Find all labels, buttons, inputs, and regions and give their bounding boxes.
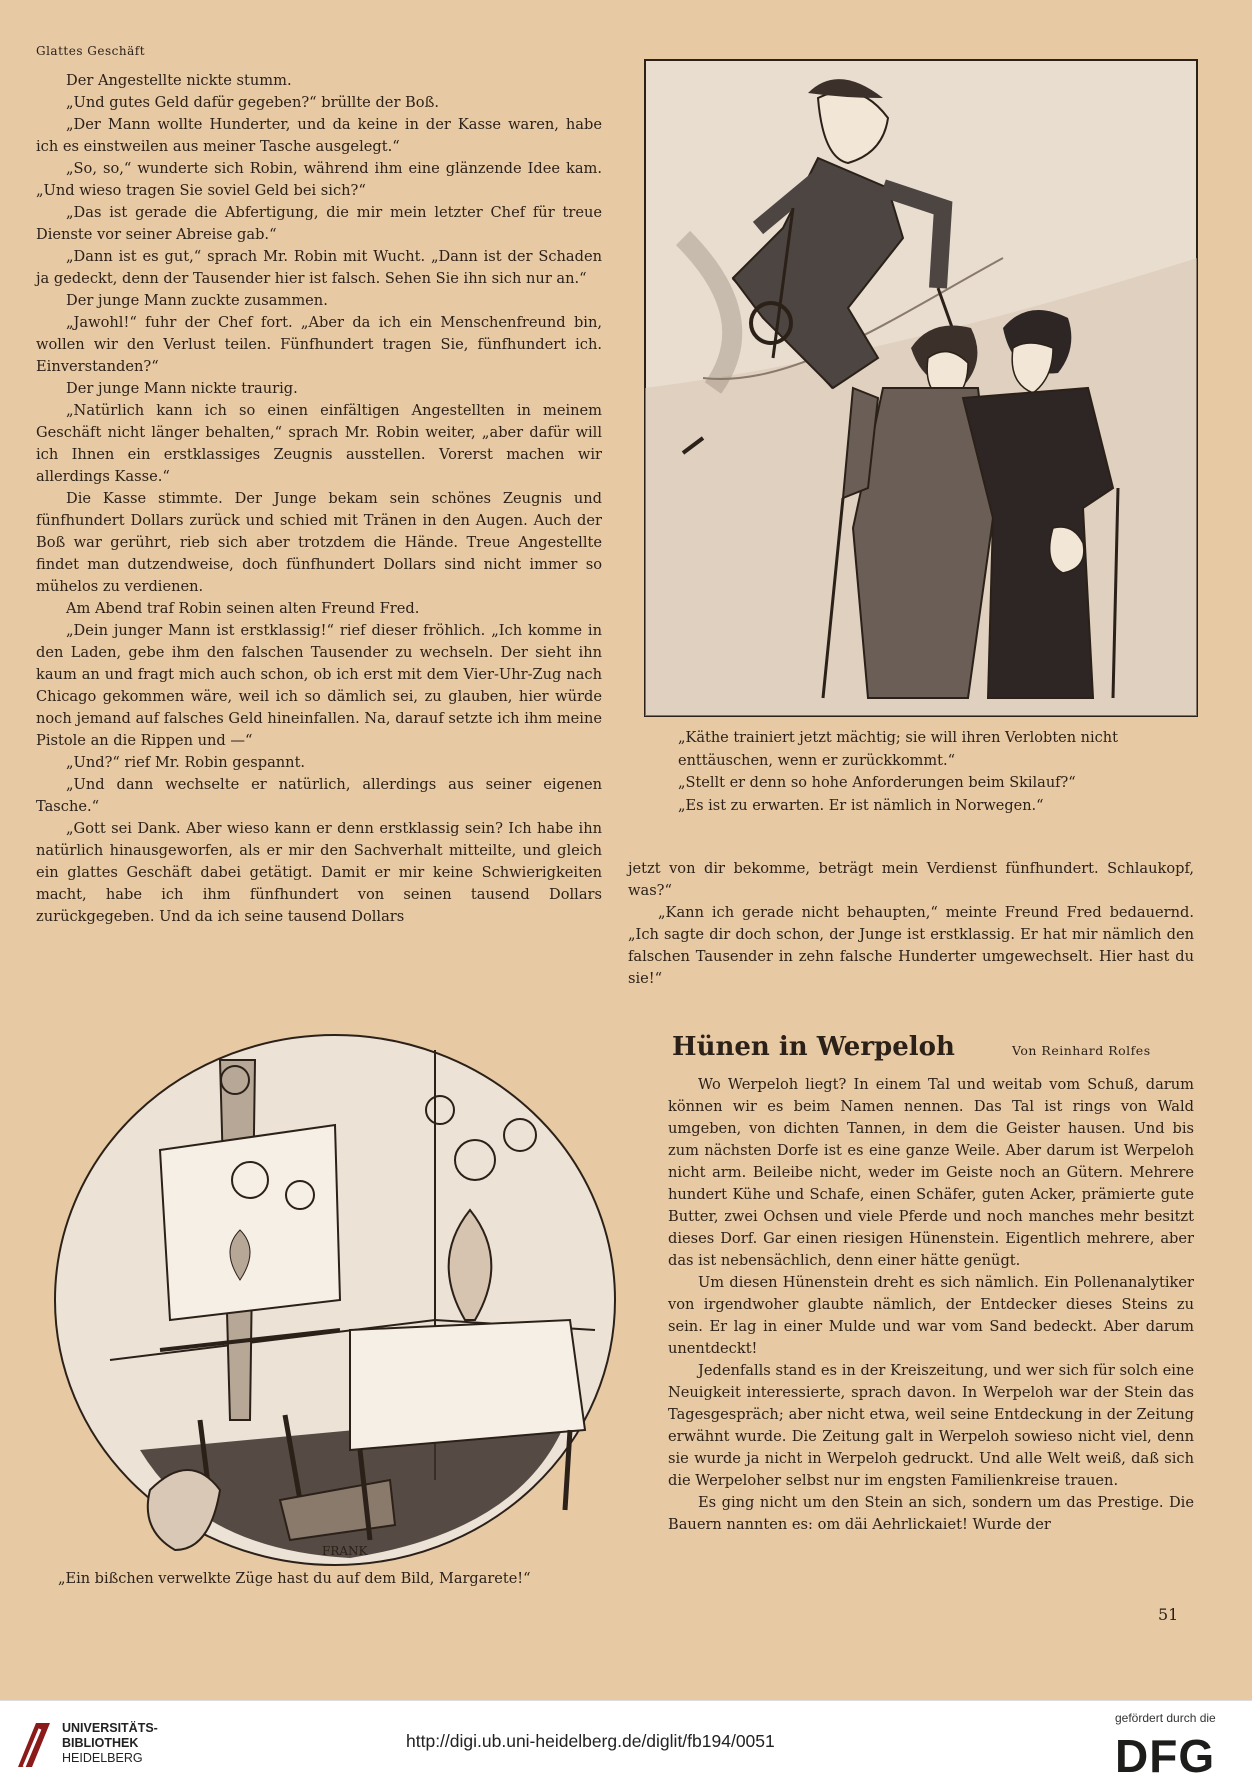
ski-cartoon-illustration xyxy=(643,58,1199,718)
story-paragraph: „Dann ist es gut,“ sprach Mr. Robin mit Wucht. „Dann ist der Schaden ja gedeckt, denn der Tausender hier ist falsch. Sehen Sie ihn sich nur an.“ xyxy=(36,248,602,287)
article-body xyxy=(668,1074,1194,1536)
story-paragraph: „Gott sei Dank. Aber wieso kann er denn erstklassig sein? Ich habe ihn natürlich hinausgeworfen, als er mir den Sachverhalt mitteilte, und gleich ein glattes Geschäft dabei getätigt. Damit er mir keine Schwierigkeiten macht, habe ich ihm fünfhundert von seinen tausend Dollars zurückgegeben. Und da ich seine tausend Dollars xyxy=(36,820,602,925)
story-paragraph: „Kann ich gerade nicht behaupten,“ meinte Freund Fred bedauernd. „Ich sagte dir doch schon, der Junge ist erstklassig. Er hat mir nämlich den falschen Tausender in zehn falsche Hunderter umgewechselt. Hier hast du sie!“ xyxy=(628,904,1194,987)
library-name xyxy=(62,1721,158,1766)
library-line: BIBLIOTHEK xyxy=(62,1736,139,1750)
article-paragraph: Jedenfalls stand es in der Kreiszeitung, und wer sich für solch eine Neuigkeit interessierte, sprach davon. In Werpeloh war der Stein das Tagesgespräch; aber nicht etwa, weil seine Entdeckung in der Zeitung erwähnt wurde. Die Zeitung galt in Werpeloh sowieso nicht viel, denn sie wurde ja nicht in Werpeloh gedruckt. Und alle Welt weiß, daß sich die Werpeloher selbst nur im engsten Familienkreise trauen. xyxy=(668,1362,1194,1489)
painting-signature: FRANK xyxy=(322,1544,368,1558)
story-paragraph: Der Angestellte nickte stumm. xyxy=(66,72,292,89)
dfg-logo: DFG xyxy=(1115,1730,1216,1782)
ski-caption-line: „Käthe trainiert jetzt mächtig; sie will ihren Verlobten nicht enttäuschen, wenn er zurückkommt.“ xyxy=(678,730,1118,769)
painting-cartoon-illustration xyxy=(50,1030,620,1570)
story-paragraph: jetzt von dir bekomme, beträgt mein Verdienst fünfhundert. Schlaukopf, was?“ xyxy=(628,860,1194,899)
funded-by-text: gefördert durch die xyxy=(1115,1711,1216,1725)
article-paragraph: Es ging nicht um den Stein an sich, sondern um das Prestige. Die Bauern nannten es: om däi Aehrlickaiet! Wurde der xyxy=(668,1494,1194,1533)
story-right-column xyxy=(628,858,1194,990)
story-paragraph: „Und?“ rief Mr. Robin gespannt. xyxy=(66,754,306,771)
story-paragraph: „Der Mann wollte Hunderter, und da keine in der Kasse waren, habe ich es einstweilen aus meiner Tasche ausgelegt.“ xyxy=(36,116,602,155)
story-paragraph: Der junge Mann nickte traurig. xyxy=(66,380,298,397)
source-url-link[interactable]: http://digi.ub.uni-heidelberg.de/diglit/fb194/0051 xyxy=(406,1731,775,1751)
story-paragraph: „Dein junger Mann ist erstklassig!“ rief dieser fröhlich. „Ich komme in den Laden, gebe ihm den falschen Tausender zu wechseln. Der sieht ihn kaum an und fragt mich auch schon, ob ich erst mit dem Vier-Uhr-Zug nach Chicago gekommen wäre, weil ich so dämlich sei, zu glauben, hier würde noch jemand auf falsches Geld hineinfallen. Na, darauf setzte ich ihm meine Pistole an die Rippen und —“ xyxy=(36,622,602,749)
ski-cartoon-caption xyxy=(678,727,1148,817)
ski-caption-line: „Es ist zu erwarten. Er ist nämlich in Norwegen.“ xyxy=(678,797,1044,814)
story-paragraph: Die Kasse stimmte. Der Junge bekam sein schönes Zeugnis und fünfhundert Dollars zurück und schied mit Tränen in den Augen. Auch der Boß war gerührt, rieb sich aber trotzdem die Hände. Treue Angestellte findet man dutzendweise, doch fünfhundert Dollars sind nicht immer so mühelos zu verdienen. xyxy=(36,490,602,595)
page-number: 51 xyxy=(1158,1605,1179,1624)
library-logo-icon xyxy=(14,1717,54,1773)
story-paragraph: „Jawohl!“ fuhr der Chef fort. „Aber da ich ein Menschenfreund bin, wollen wir den Verlust teilen. Fünfhundert tragen Sie, fünfhundert ich. Einverstanden?“ xyxy=(36,314,602,375)
story-paragraph: „Natürlich kann ich so einen einfältigen Angestellten in meinem Geschäft nicht länger behalten,“ sprach Mr. Robin weiter, „aber dafür will ich Ihnen ein erstklassiges Zeugnis ausstellen. Vorerst machen wir allerdings Kasse.“ xyxy=(36,402,602,485)
story-paragraph: Der junge Mann zuckte zusammen. xyxy=(66,292,328,309)
footer-bar xyxy=(0,1700,1252,1789)
article-title: Hünen in Werpeloh xyxy=(672,1032,955,1062)
ski-caption-line: „Stellt er denn so hohe Anforderungen beim Skilauf?“ xyxy=(678,775,1076,791)
article-paragraph: Wo Werpeloh liegt? In einem Tal und weitab vom Schuß, darum können wir es beim Namen nennen. Das Tal ist rings von Wald umgeben, von dichten Tannen, in dem die Geister hausen. Und bis zum nächsten Dorfe ist es eine ganze Weile. Aber darum ist Werpeloh nicht arm. Beileibe nicht, weder im Geiste noch an Gütern. Mehrere hundert Kühe und Schafe, einen Schäfer, guten Acker, prämierte gute Butter, zwei Ochsen und viele Pferde und noch manches mehr besitzt dieses Dorf. Gar einen riesigen Hünenstein. Eigentlich mehrere, aber das ist nebensächlich, denn einer hätte genügt. xyxy=(668,1076,1194,1269)
story-left-column xyxy=(36,70,602,928)
story-paragraph: „Und gutes Geld dafür gegeben?“ brüllte der Boß. xyxy=(66,94,439,111)
running-title: Glattes Geschäft xyxy=(36,44,146,58)
library-line: UNIVERSITÄTS- xyxy=(62,1721,158,1735)
story-paragraph: „Und dann wechselte er natürlich, allerdings aus seiner eigenen Tasche.“ xyxy=(36,776,602,815)
painting-cartoon-caption: „Ein bißchen verwelkte Züge hast du auf dem Bild, Margarete!“ xyxy=(58,1571,531,1587)
story-paragraph: „So, so,“ wunderte sich Robin, während ihm eine glänzende Idee kam. „Und wieso tragen Sie soviel Geld bei sich?“ xyxy=(36,160,602,199)
story-paragraph: „Das ist gerade die Abfertigung, die mir mein letzter Chef für treue Dienste vor seiner Abreise gab.“ xyxy=(36,204,602,243)
library-line: HEIDELBERG xyxy=(62,1751,143,1765)
article-paragraph: Um diesen Hünenstein dreht es sich nämlich. Ein Pollenanalytiker von irgendwoher glaubte nämlich, der Entdecker dieses Steins zu sein. Er lag in einer Mulde und war vom Sand bedeckt. Aber darum unentdeckt! xyxy=(668,1274,1194,1357)
article-author: Von Reinhard Rolfes xyxy=(1012,1043,1151,1058)
story-paragraph: Am Abend traf Robin seinen alten Freund Fred. xyxy=(66,600,420,617)
